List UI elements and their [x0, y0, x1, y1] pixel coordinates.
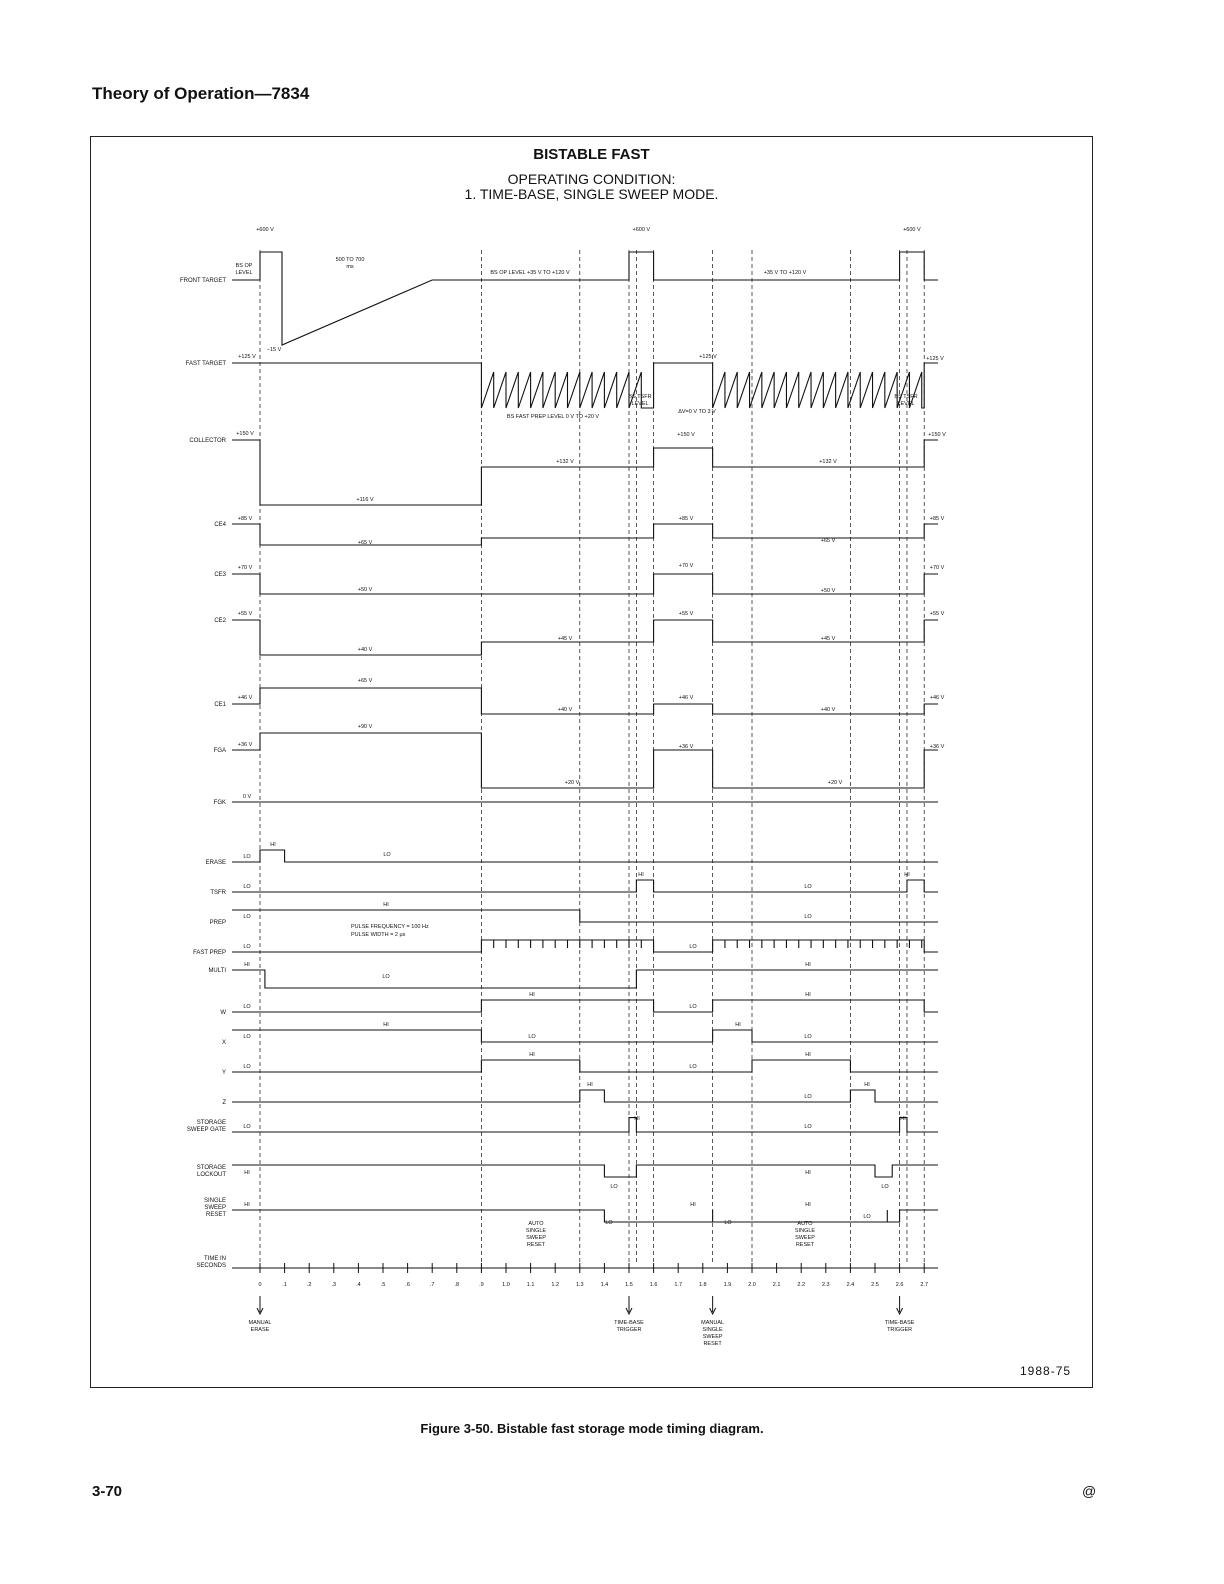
signal-label-fast-prep: FAST PREP	[193, 950, 226, 956]
operating-condition-mode: 1. TIME-BASE, SINGLE SWEEP MODE.	[464, 186, 719, 202]
label-bs-fast-prep: BS FAST PREP LEVEL 0 V TO +20 V	[506, 414, 600, 420]
label-y-hi-2: HI	[805, 1052, 811, 1058]
signal-label-fast-target: FAST TARGET	[185, 361, 226, 367]
event-label-2: MANUAL SINGLE SWEEP RESET	[701, 1320, 725, 1347]
signal-label-z: Z	[222, 1100, 226, 1106]
signal-label-time-in-seconds: TIME IN SECONDS	[196, 1256, 226, 1269]
diagram-title: BISTABLE FAST	[533, 146, 650, 163]
operating-condition-label: OPERATING CONDITION:	[507, 171, 676, 187]
label-85v-2: +85 V	[678, 516, 694, 522]
label-40v-1: +40 V	[357, 647, 373, 653]
event-label-1: TIME-BASE TRIGGER	[614, 1320, 644, 1333]
time-axis-label-4: .4	[356, 1282, 361, 1288]
w-waveform	[232, 1000, 938, 1012]
event-label-0: MANUAL ERASE	[248, 1320, 272, 1333]
y-waveform	[232, 1060, 938, 1072]
label-w-lo-2: LO	[689, 1004, 697, 1010]
signal-label-multi: MULTI	[208, 968, 226, 974]
time-axis-label-1: .1	[282, 1282, 287, 1288]
signal-label-fgk: FGK	[213, 800, 226, 806]
page-header-title: Theory of Operation—7834	[92, 84, 310, 103]
label-116v: +116 V	[356, 497, 374, 503]
signal-label-y: Y	[221, 1070, 226, 1076]
label-ssg-lo: LO	[243, 1124, 251, 1130]
label-45v-2: +45 V	[820, 636, 836, 642]
time-axis-label-25: 2.5	[871, 1282, 879, 1288]
time-axis-label-6: .6	[405, 1282, 410, 1288]
label-tsfr-hi-2: HI	[904, 872, 910, 878]
label-132v-1: +132 V	[556, 459, 574, 465]
label-90v: +90 V	[357, 724, 373, 730]
label-sl-lo: LO	[610, 1184, 618, 1190]
time-axis-label-17: 1.7	[674, 1282, 683, 1288]
label-132v-2: +132 V	[819, 459, 837, 465]
label-65v-2: +65 V	[820, 538, 836, 544]
time-axis-label-19: 1.9	[723, 1282, 732, 1288]
label-w-lo: LO	[243, 1004, 251, 1010]
label-tsfr-lo-2: LO	[804, 884, 812, 890]
label-46v-3: +46 V	[929, 695, 945, 701]
signal-label-ce3: CE3	[214, 572, 226, 578]
prep-waveform	[232, 910, 938, 922]
label-600v-1: +600 V	[256, 227, 274, 233]
label-85v-1: +85 V	[237, 516, 253, 522]
label-70v-1: +70 V	[237, 565, 253, 571]
label-ssg-hi-2: HI	[900, 1116, 906, 1122]
time-axis-label-7: .7	[429, 1282, 435, 1288]
label-40v-2: +40 V	[557, 707, 573, 713]
label-erase-lo: LO	[243, 854, 251, 860]
label-50v-1: +50 V	[357, 587, 373, 593]
label-x-hi: HI	[383, 1022, 389, 1028]
label-55v-1: +55 V	[237, 611, 253, 617]
label-z-lo: LO	[804, 1094, 812, 1100]
signal-label-storage-sweep-gate: STORAGE SWEEP GATE	[186, 1120, 226, 1133]
erase-waveform	[232, 850, 938, 862]
label-70v-3: +70 V	[929, 565, 945, 571]
label-ssg-hi: HI	[634, 1116, 640, 1122]
label-fastprep-lo: LO	[243, 944, 251, 950]
label-pulse-width: PULSE WIDTH = 2 μs	[351, 932, 406, 938]
label-prep-lo: LO	[243, 914, 251, 920]
label-fastprep-lo-2: LO	[689, 944, 697, 950]
label-85v-3: +85 V	[929, 516, 945, 522]
storage-sweep-gate-waveform	[232, 1118, 938, 1132]
page-number: 3-70	[92, 1483, 123, 1500]
signal-label-storage-lockout: STORAGE LOCKOUT	[196, 1165, 226, 1178]
time-axis-label-10: 1.0	[502, 1282, 510, 1288]
label-0v: 0 V	[242, 794, 252, 800]
label-erase-hi: HI	[270, 842, 276, 848]
signal-label-front-target: FRONT TARGET	[179, 278, 226, 284]
storage-lockout-waveform	[232, 1165, 938, 1177]
label-20v-2: +20 V	[827, 780, 843, 786]
figure-caption: Figure 3-50. Bistable fast storage mode timing diagram.	[420, 1421, 764, 1436]
time-axis-label-8: .8	[454, 1282, 460, 1288]
label-prep-hi: HI	[383, 902, 389, 908]
label-y-lo: LO	[243, 1064, 251, 1070]
label-delta-v: ΔV=0 V TO 3 V	[678, 409, 716, 415]
event-label-3: TIME-BASE TRIGGER	[884, 1320, 915, 1333]
label-45v-1: +45 V	[557, 636, 573, 642]
label-y-lo-2: LO	[689, 1064, 697, 1070]
label-bs-tsfr-level-2: BS TSFR LEVEL	[894, 394, 918, 407]
label-150v-3: +150 V	[928, 432, 946, 438]
label-w-hi: HI	[529, 992, 535, 998]
time-axis-label-11: 1.1	[526, 1282, 535, 1288]
figure-number: 1988-75	[1020, 1364, 1072, 1378]
page-mark: @	[1082, 1483, 1097, 1499]
signal-label-single-sweep-reset: SINGLE SWEEP RESET	[203, 1198, 226, 1218]
time-axis-label-15: 1.5	[625, 1282, 633, 1288]
signal-label-fga: FGA	[213, 748, 226, 754]
label-125v-1: +125 V	[238, 354, 256, 360]
label-46v-2: +46 V	[678, 695, 694, 701]
label-125v-3: +125 V	[926, 356, 944, 362]
single-sweep-reset-waveform	[232, 1210, 938, 1222]
label-150v-2: +150 V	[677, 432, 695, 438]
label-tsfr-hi-1: HI	[638, 872, 644, 878]
label-sl-hi: HI	[244, 1170, 250, 1176]
label-x-hi-2: HI	[735, 1022, 741, 1028]
label-multi-lo: LO	[382, 974, 390, 980]
label-40v-3: +40 V	[820, 707, 836, 713]
label-ssg-lo-2: LO	[804, 1124, 812, 1130]
label-z-hi: HI	[587, 1082, 593, 1088]
time-axis-label-27: 2.7	[920, 1282, 929, 1288]
label-ssr-lo: LO	[605, 1220, 613, 1226]
label-ssr-lo-2: LO	[724, 1220, 732, 1226]
label-46v-1: +46 V	[237, 695, 253, 701]
time-axis-label-20: 2.0	[748, 1282, 756, 1288]
label-x-lo-3: LO	[804, 1034, 812, 1040]
label-ssr-hi-3: HI	[805, 1202, 811, 1208]
label-x-lo: LO	[243, 1034, 251, 1040]
label-sl-hi-2: HI	[805, 1170, 811, 1176]
label-multi-hi: HI	[244, 962, 250, 968]
time-axis-label-9: .9	[479, 1282, 484, 1288]
label-125v-2: +125 V	[699, 354, 717, 360]
label-500-700ms: 500 TO 700 ms	[335, 257, 365, 270]
label-auto-reset-1: AUTO SINGLE SWEEP RESET	[525, 1221, 547, 1248]
label-600v-3: +600 V	[903, 227, 921, 233]
label-z-hi-2: HI	[864, 1082, 870, 1088]
label-150v-1: +150 V	[236, 431, 254, 437]
signal-label-tsfr: TSFR	[210, 890, 226, 896]
time-axis-label-0: 0	[258, 1282, 262, 1288]
label-600v-2: +600 V	[632, 227, 651, 233]
time-axis-label-14: 1.4	[600, 1282, 609, 1288]
label-minus-15v: −15 V	[266, 347, 282, 353]
signal-label-ce1: CE1	[214, 702, 226, 708]
label-sl-lo-2: LO	[881, 1184, 889, 1190]
label-20v-1: +20 V	[564, 780, 580, 786]
time-axis-label-21: 2.1	[772, 1282, 781, 1288]
z-waveform	[232, 1090, 938, 1102]
label-ssr-lo-3: LO	[863, 1214, 871, 1220]
time-axis-label-5: .5	[380, 1282, 386, 1288]
signal-label-x: X	[221, 1040, 226, 1046]
label-ssr-hi-2: HI	[690, 1202, 696, 1208]
x-waveform	[232, 1030, 938, 1042]
collector-waveform	[232, 440, 938, 505]
time-axis-label-22: 2.2	[797, 1282, 806, 1288]
signal-label-w: W	[220, 1010, 226, 1016]
label-auto-reset-2: AUTO SINGLE SWEEP RESET	[794, 1221, 816, 1248]
label-multi-hi-2: HI	[805, 962, 811, 968]
label-55v-3: +55 V	[929, 611, 945, 617]
time-axis-label-3: .3	[331, 1282, 337, 1288]
signal-label-prep: PREP	[209, 920, 226, 926]
label-tsfr-lo: LO	[243, 884, 251, 890]
label-pulse-frequency: PULSE FREQUENCY = 100 Hz	[351, 924, 429, 930]
label-65v-3: +65 V	[357, 678, 373, 684]
fast-prep-waveform	[232, 940, 938, 952]
label-ssr-hi: HI	[244, 1202, 250, 1208]
front-target-waveform	[232, 252, 938, 345]
time-axis-label-16: 1.6	[649, 1282, 658, 1288]
signal-label-ce2: CE2	[214, 618, 226, 624]
tsfr-waveform	[232, 880, 938, 892]
label-prep-lo-2: LO	[804, 914, 812, 920]
time-axis-label-13: 1.3	[575, 1282, 584, 1288]
label-w-hi-2: HI	[805, 992, 811, 998]
label-55v-2: +55 V	[678, 611, 694, 617]
label-36v-3: +36 V	[929, 744, 945, 750]
label-bs-tsfr-level-1: BS TSFR LEVEL	[628, 394, 652, 407]
time-axis-label-2: .2	[306, 1282, 312, 1288]
label-65v-1: +65 V	[357, 540, 373, 546]
label-36v-1: +36 V	[237, 742, 253, 748]
time-axis-label-23: 2.3	[821, 1282, 830, 1288]
signal-label-erase: ERASE	[205, 860, 226, 866]
label-erase-lo-2: LO	[383, 852, 391, 858]
multi-waveform	[232, 970, 938, 988]
signal-label-ce4: CE4	[214, 522, 226, 528]
signal-label-collector: COLLECTOR	[189, 438, 226, 444]
label-x-lo-2: LO	[528, 1034, 536, 1040]
time-axis-label-18: 1.8	[698, 1282, 707, 1288]
label-35-120v: +35 V TO +120 V	[763, 270, 807, 276]
label-y-hi: HI	[529, 1052, 535, 1058]
label-bs-op-level: BS OP LEVEL	[235, 263, 253, 276]
time-axis-label-24: 2.4	[846, 1282, 855, 1288]
time-axis-label-26: 2.6	[895, 1282, 904, 1288]
label-70v-2: +70 V	[678, 563, 694, 569]
label-36v-2: +36 V	[678, 744, 694, 750]
time-axis-label-12: 1.2	[551, 1282, 560, 1288]
label-bs-op-range: BS OP LEVEL +35 V TO +120 V	[490, 270, 570, 276]
label-50v-2: +50 V	[820, 588, 836, 594]
fast-target-waveform	[232, 363, 938, 408]
